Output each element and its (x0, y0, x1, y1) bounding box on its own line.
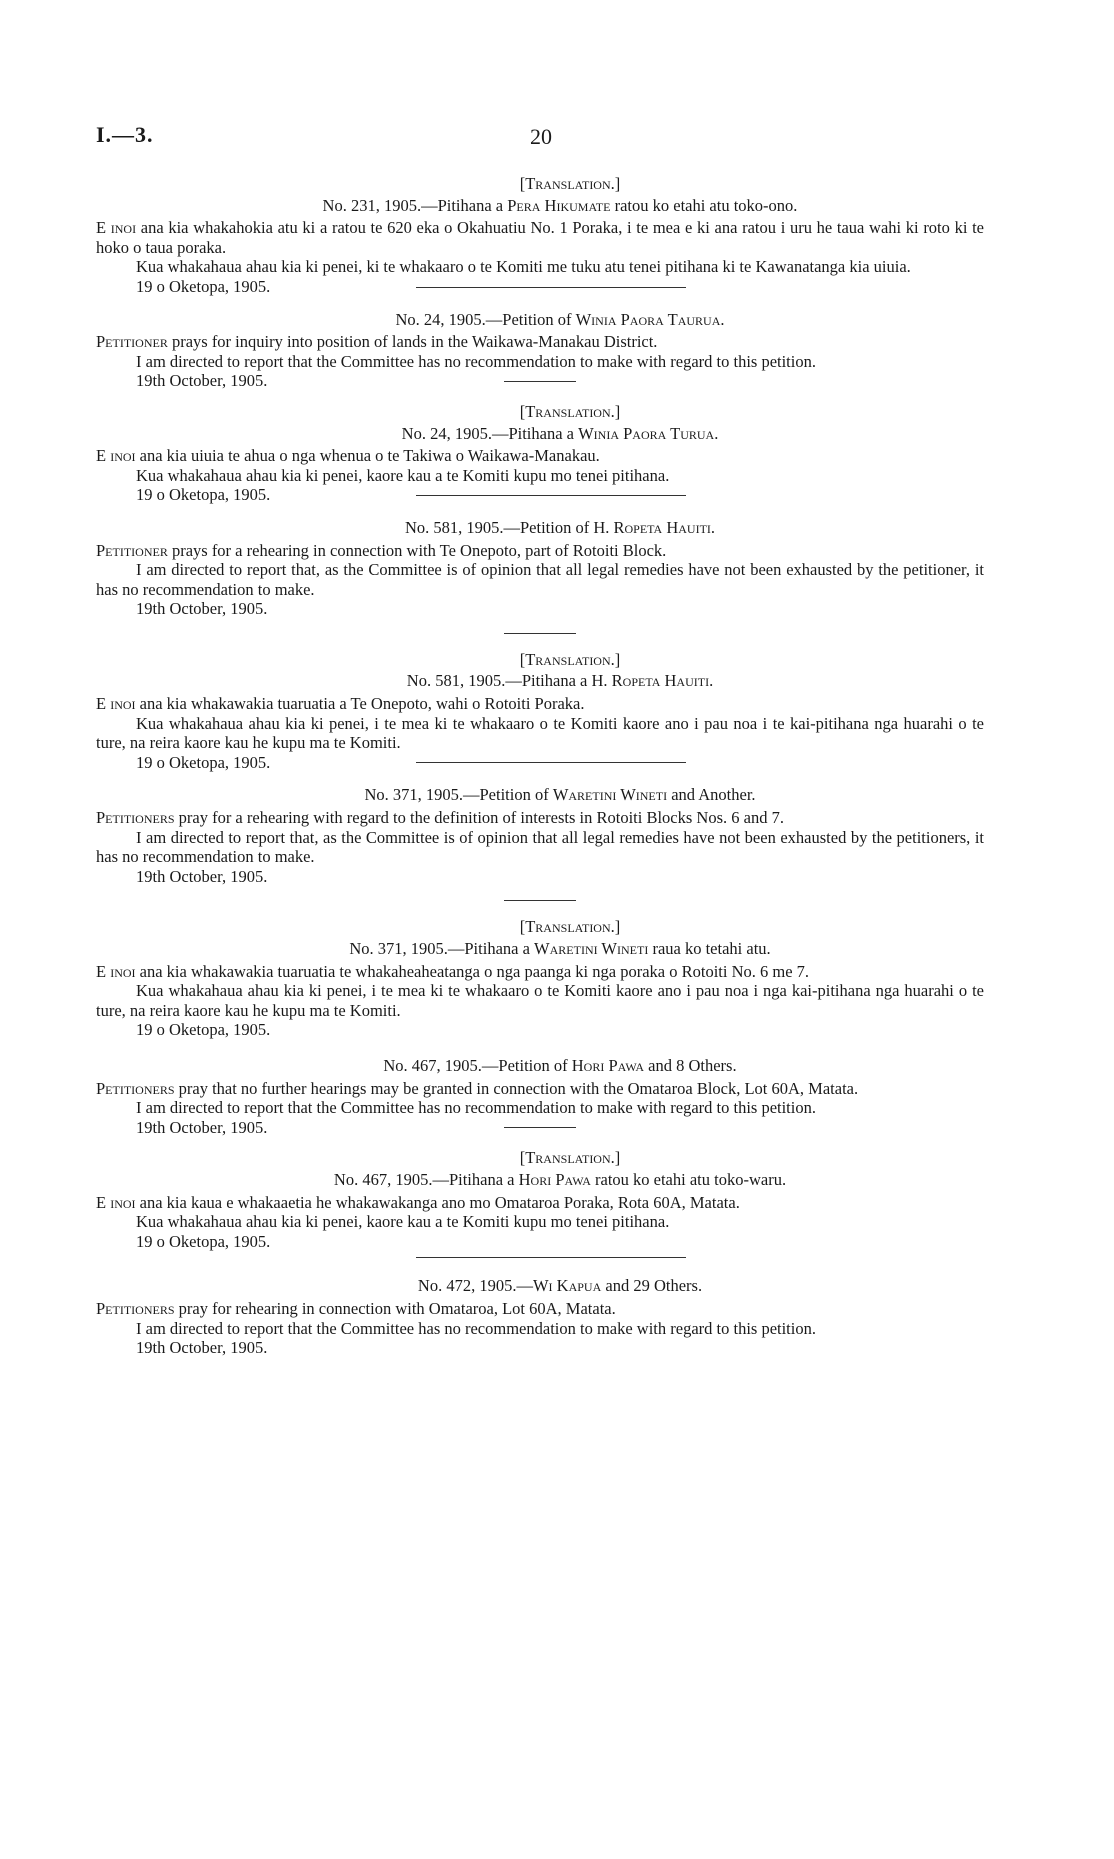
title-suffix: ratou ko etahi atu toko-ono. (610, 195, 798, 215)
report-date: 19th October, 1905. (136, 371, 268, 391)
section-divider (416, 495, 686, 496)
prayer-text: ana kia whakawakia tuaruatia a Te Onepoto, wahi o Rotoiti Poraka. (135, 694, 585, 714)
committee-report: I am directed to report that, as the Committee is of opinion that all legal remedies have not been exhausted by the petitioner, it has no recommendation to make. (96, 560, 984, 599)
translation-label: [Translation.] (519, 1148, 621, 1168)
petition-title (136, 518, 984, 538)
petition-title (136, 424, 984, 444)
petition-title (136, 671, 984, 691)
petition-231-translation (96, 174, 984, 296)
title-suffix: . (720, 309, 725, 329)
report-date: 19th October, 1905. (136, 599, 268, 619)
petition-24-translation (96, 401, 984, 505)
prayer-text: prays for a rehearing in connection with Te Onepoto, part of Rotoiti Block. (167, 540, 667, 560)
title-prefix: No. 472, 1905.— (417, 1276, 533, 1296)
prayer-text: pray for a rehearing with regard to the definition of interests in Rotoiti Blocks Nos. 6 and 7. (174, 808, 784, 828)
petition-title (136, 939, 984, 959)
title-prefix: No. 581, 1905.—Pitihana a H. (406, 671, 612, 691)
petition-581-translation (96, 649, 984, 772)
document-code: I.—3. (96, 122, 154, 147)
translation-label: [Translation.] (519, 917, 621, 937)
petition-prayer (96, 218, 984, 257)
title-prefix: No. 24, 1905.—Petition of (395, 309, 576, 329)
title-suffix: and Another. (667, 785, 756, 805)
title-suffix: raua ko tetahi atu. (648, 939, 771, 958)
section-divider (416, 287, 686, 288)
petitioner-name: Waretini Wineti (552, 785, 668, 805)
title-suffix: . (710, 517, 716, 537)
title-prefix: No. 467, 1905.—Pitihana a (333, 1169, 519, 1189)
petition-prayer (96, 332, 984, 352)
translation-label: [Translation.] (519, 649, 621, 669)
prayer-lead: Petitioners (96, 1078, 175, 1098)
committee-report: I am directed to report that, as the Committee is of opinion that all legal remedies have not been exhausted by the petitioners, it has no recommendation to make. (96, 827, 984, 867)
committee-report: Kua whakahaua ahau kia ki penei, kaore kau a te Komiti kupu mo tenei pitihana. (136, 465, 670, 485)
petition-title (136, 785, 984, 805)
prayer-text: ana kia whakahokia atu ki a ratou te 620 eka o Okahuatiu No. 1 Poraka, i te mea e ki ana ratou i uru he taua wahi ki roto ki te hoko o taua poraka. (96, 218, 984, 257)
committee-report: Kua whakahaua ahau kia ki penei, kaore kau a te Komiti kupu mo tenei pitihana. (136, 1212, 670, 1232)
petition-467 (96, 1055, 984, 1137)
report-date: 19th October, 1905. (136, 1117, 268, 1137)
prayer-text: ana kia kaua e whakaaetia he whakawakanga ano mo Omataroa Poraka, Rota 60A, Matata. (135, 1192, 740, 1212)
petition-title (136, 1170, 984, 1190)
petitioner-name: Pera Hikumate (507, 195, 611, 215)
prayer-lead: E inoi (96, 961, 136, 981)
title-prefix: No. 231, 1905.—Pitihana a (322, 195, 508, 215)
prayer-lead: E inoi (96, 1192, 136, 1212)
petition-prayer (96, 1079, 984, 1099)
report-date: 19 o Oketopa, 1905. (136, 752, 271, 772)
report-date: 19th October, 1905. (136, 1338, 268, 1358)
title-prefix: No. 467, 1905.—Petition of (383, 1055, 572, 1075)
prayer-text: ana kia uiuia te ahua o nga whenua o te Takiwa o Waikawa-Manakau. (135, 446, 600, 466)
petition-prayer (96, 808, 984, 828)
title-prefix: No. 371, 1905.—Petition of (364, 785, 553, 805)
petition-title (136, 196, 984, 216)
title-suffix: and 8 Others. (644, 1055, 737, 1075)
committee-report: I am directed to report that the Committee has no recommendation to make with regard to this petition. (136, 1098, 816, 1118)
petition-24 (96, 309, 984, 391)
page-number: 20 (530, 124, 552, 149)
prayer-text: pray that no further hearings may be granted in connection with the Omataroa Block, Lot 60A, Matata. (174, 1078, 859, 1098)
document-body (96, 174, 984, 1358)
committee-report: Kua whakahaua ahau kia ki penei, i te mea ki te whakaaro o te Komiti kaore ano i pau noa i nga kai-pitihana nga huarahi o te ture, na reira kaore kau he kupu ma te Komiti. (96, 981, 984, 1020)
title-suffix: ratou ko etahi atu toko-waru. (590, 1169, 787, 1189)
petitioner-name: Winia Paora Turua (578, 423, 715, 443)
prayer-text: pray for rehearing in connection with Omataroa, Lot 60A, Matata. (174, 1298, 616, 1318)
prayer-lead: Petitioners (96, 1298, 175, 1318)
prayer-lead: Petitioner (96, 332, 168, 352)
prayer-lead: E inoi (96, 218, 137, 238)
section-divider (416, 762, 686, 763)
petition-prayer (96, 446, 984, 466)
petitioner-name: Ropeta Hauiti (613, 517, 711, 537)
translation-label: [Translation.] (519, 174, 621, 193)
report-date: 19th October, 1905. (136, 866, 268, 886)
petitioner-name: Winia Paora Taurua (575, 309, 721, 329)
report-date: 19 o Oketopa, 1905. (136, 485, 271, 505)
petition-prayer (96, 1193, 984, 1213)
petitioner-name: Waretini Wineti (534, 939, 649, 958)
title-prefix: No. 371, 1905.—Pitihana a (349, 939, 535, 958)
prayer-text: ana kia whakawakia tuaruatia te whakaheaheatanga o nga paanga ki nga poraka o Rotoiti No. 6 me 7. (135, 961, 810, 981)
petition-371-translation (96, 917, 984, 1054)
petition-title (136, 310, 984, 330)
petitioner-name: Wi Kapua (532, 1276, 602, 1296)
petitioner-name: Ropeta Hauiti (611, 671, 710, 691)
title-suffix: and 29 Others. (601, 1276, 703, 1296)
committee-report: Kua whakahaua ahau kia ki penei, ki te whakaaro o te Komiti me tuku atu tenei pitihana ki te Kawanatanga kia uiuia. (136, 257, 911, 277)
committee-report: Kua whakahaua ahau kia ki penei, i te mea ki te whakaaro o te Komiti kaore ano i pau noa i te kai-pitihana nga huarahi o te ture, na reira kaore kau he kupu ma te Komiti. (96, 713, 984, 753)
section-divider (504, 381, 576, 382)
title-prefix: No. 24, 1905.—Pitihana a (401, 423, 579, 443)
title-suffix: . (709, 671, 714, 691)
section-divider (416, 1257, 686, 1258)
report-date: 19 o Oketopa, 1905. (136, 1020, 271, 1040)
prayer-lead: E inoi (96, 694, 136, 714)
prayer-lead: Petitioner (96, 540, 168, 560)
petition-581 (96, 518, 984, 634)
committee-report: I am directed to report that the Committee has no recommendation to make with regard to this petition. (136, 1318, 816, 1338)
petition-prayer (96, 1299, 984, 1319)
report-date: 19 o Oketopa, 1905. (136, 1231, 271, 1251)
prayer-lead: Petitioners (96, 808, 175, 828)
petitioner-name: Hori Pawa (518, 1169, 591, 1189)
petition-472 (96, 1276, 984, 1357)
title-prefix: No. 581, 1905.—Petition of H. (404, 517, 614, 537)
petition-title (136, 1276, 984, 1296)
section-divider (504, 900, 576, 901)
section-divider (504, 1127, 576, 1128)
petition-prayer (96, 962, 984, 982)
report-date: 19 o Oketopa, 1905. (136, 276, 271, 296)
title-suffix: . (714, 423, 719, 443)
prayer-text: prays for inquiry into position of lands in the Waikawa-Manakau District. (167, 332, 658, 352)
translation-label: [Translation.] (519, 401, 621, 421)
petitioner-name: Hori Pawa (571, 1055, 645, 1075)
petition-467-translation (96, 1148, 984, 1258)
committee-report: I am directed to report that the Committee has no recommendation to make with regard to this petition. (136, 351, 816, 371)
prayer-lead: E inoi (96, 446, 136, 466)
petition-371 (96, 785, 984, 901)
petition-prayer (96, 541, 984, 561)
petition-prayer (96, 694, 984, 714)
petition-title (136, 1056, 984, 1076)
section-divider (504, 633, 576, 634)
